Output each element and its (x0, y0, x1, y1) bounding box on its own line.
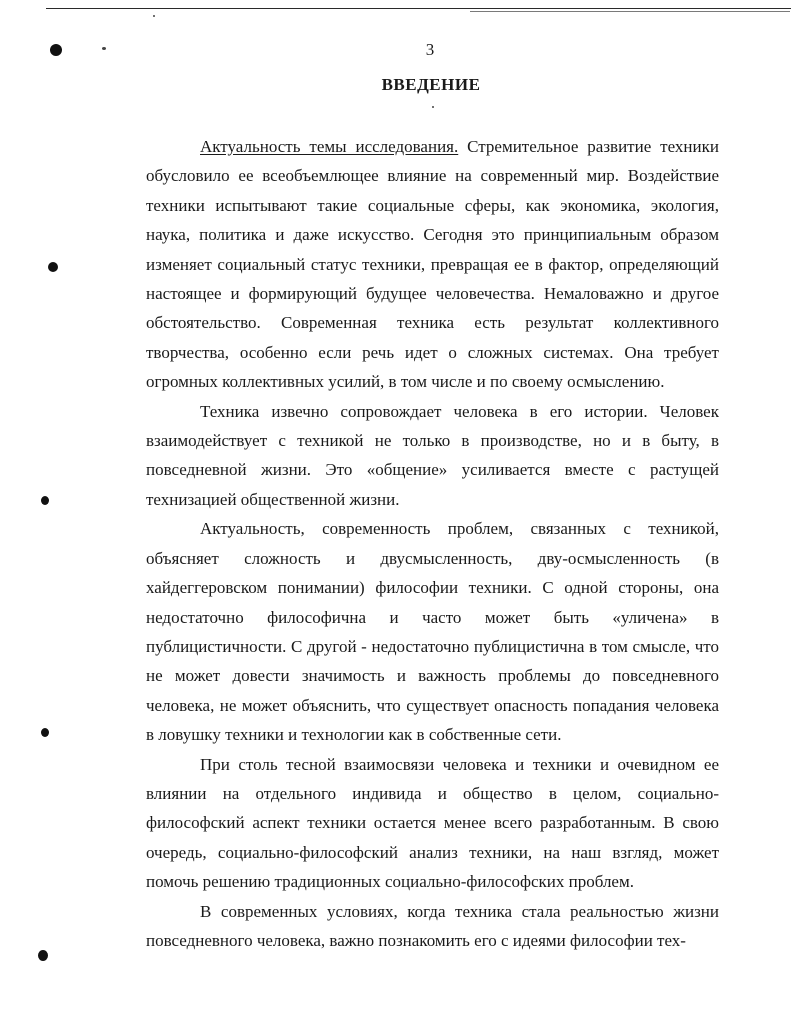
relevance-lead-underlined: Актуальность темы исследования. (200, 137, 459, 156)
section-heading: ВВЕДЕНИЕ (381, 75, 481, 94)
scan-top-border (46, 8, 791, 9)
scan-top-border-thin (470, 11, 790, 12)
paragraph: В современных условиях, когда техника стала реальностью жизни повседневного человека, важно познакомить его с идеями философии тех- (146, 901, 719, 950)
paragraph (146, 132, 719, 397)
scan-speck (153, 15, 155, 17)
punch-hole-5 (38, 950, 48, 961)
body-text (146, 132, 719, 955)
punch-hole-2 (48, 262, 58, 272)
scan-speck (432, 106, 434, 108)
punch-hole-4 (41, 728, 49, 737)
paragraph-text: Стремительное развитие техники обусловило ее всеобъемлющее влияние на современный мир. Воздействие техники испытывают такие социальные сферы, как экономика, экология, наука, политика и даже искусство. Сегодня это принципиальным образом изменяет социальный статус техники, превращая ее в фактор, определяющий настоящее и формирующий будущее человечества. Немаловажно и другое обстоятельство. Современная техника есть результат коллективного творчества, особенно если речь идет о сложных системах. Она требует огромных коллективных усилий, в том числе и по своему осмыслению. (146, 137, 719, 392)
paragraph: При столь тесной взаимосвязи человека и техники и очевидном ее влиянии на отдельного индивида и общество в целом, социально-философский аспект техники остается менее всего разработанным. В свою очередь, социально-философский анализ техники, на наш взгляд, может помочь решению традиционных социально-философских проблем. (146, 754, 719, 892)
paragraph: Техника извечно сопровождает человека в его истории. Человек взаимодействует с техникой не только в производстве, но и в быту, в повседневной жизни. Это «общение» усиливается вместе с растущей технизацией общественной жизни. (146, 401, 719, 509)
page-number: 3 (425, 40, 435, 59)
paragraph: Актуальность, современность проблем, связанных с техникой, объясняет сложность и двусмысленность, дву-осмысленность (в хайдеггеровском понимании) философии техники. С одной стороны, она недостаточно философична и часто может быть «уличена» в публицистичности. С другой - недостаточно публицистична в том смысле, что не может довести значимость и важность проблемы до повседневного человека, не может объяснить, что существует опасность попадания человека в ловушку техники и технологии как в собственные сети. (146, 519, 719, 745)
punch-hole-3 (41, 496, 49, 505)
